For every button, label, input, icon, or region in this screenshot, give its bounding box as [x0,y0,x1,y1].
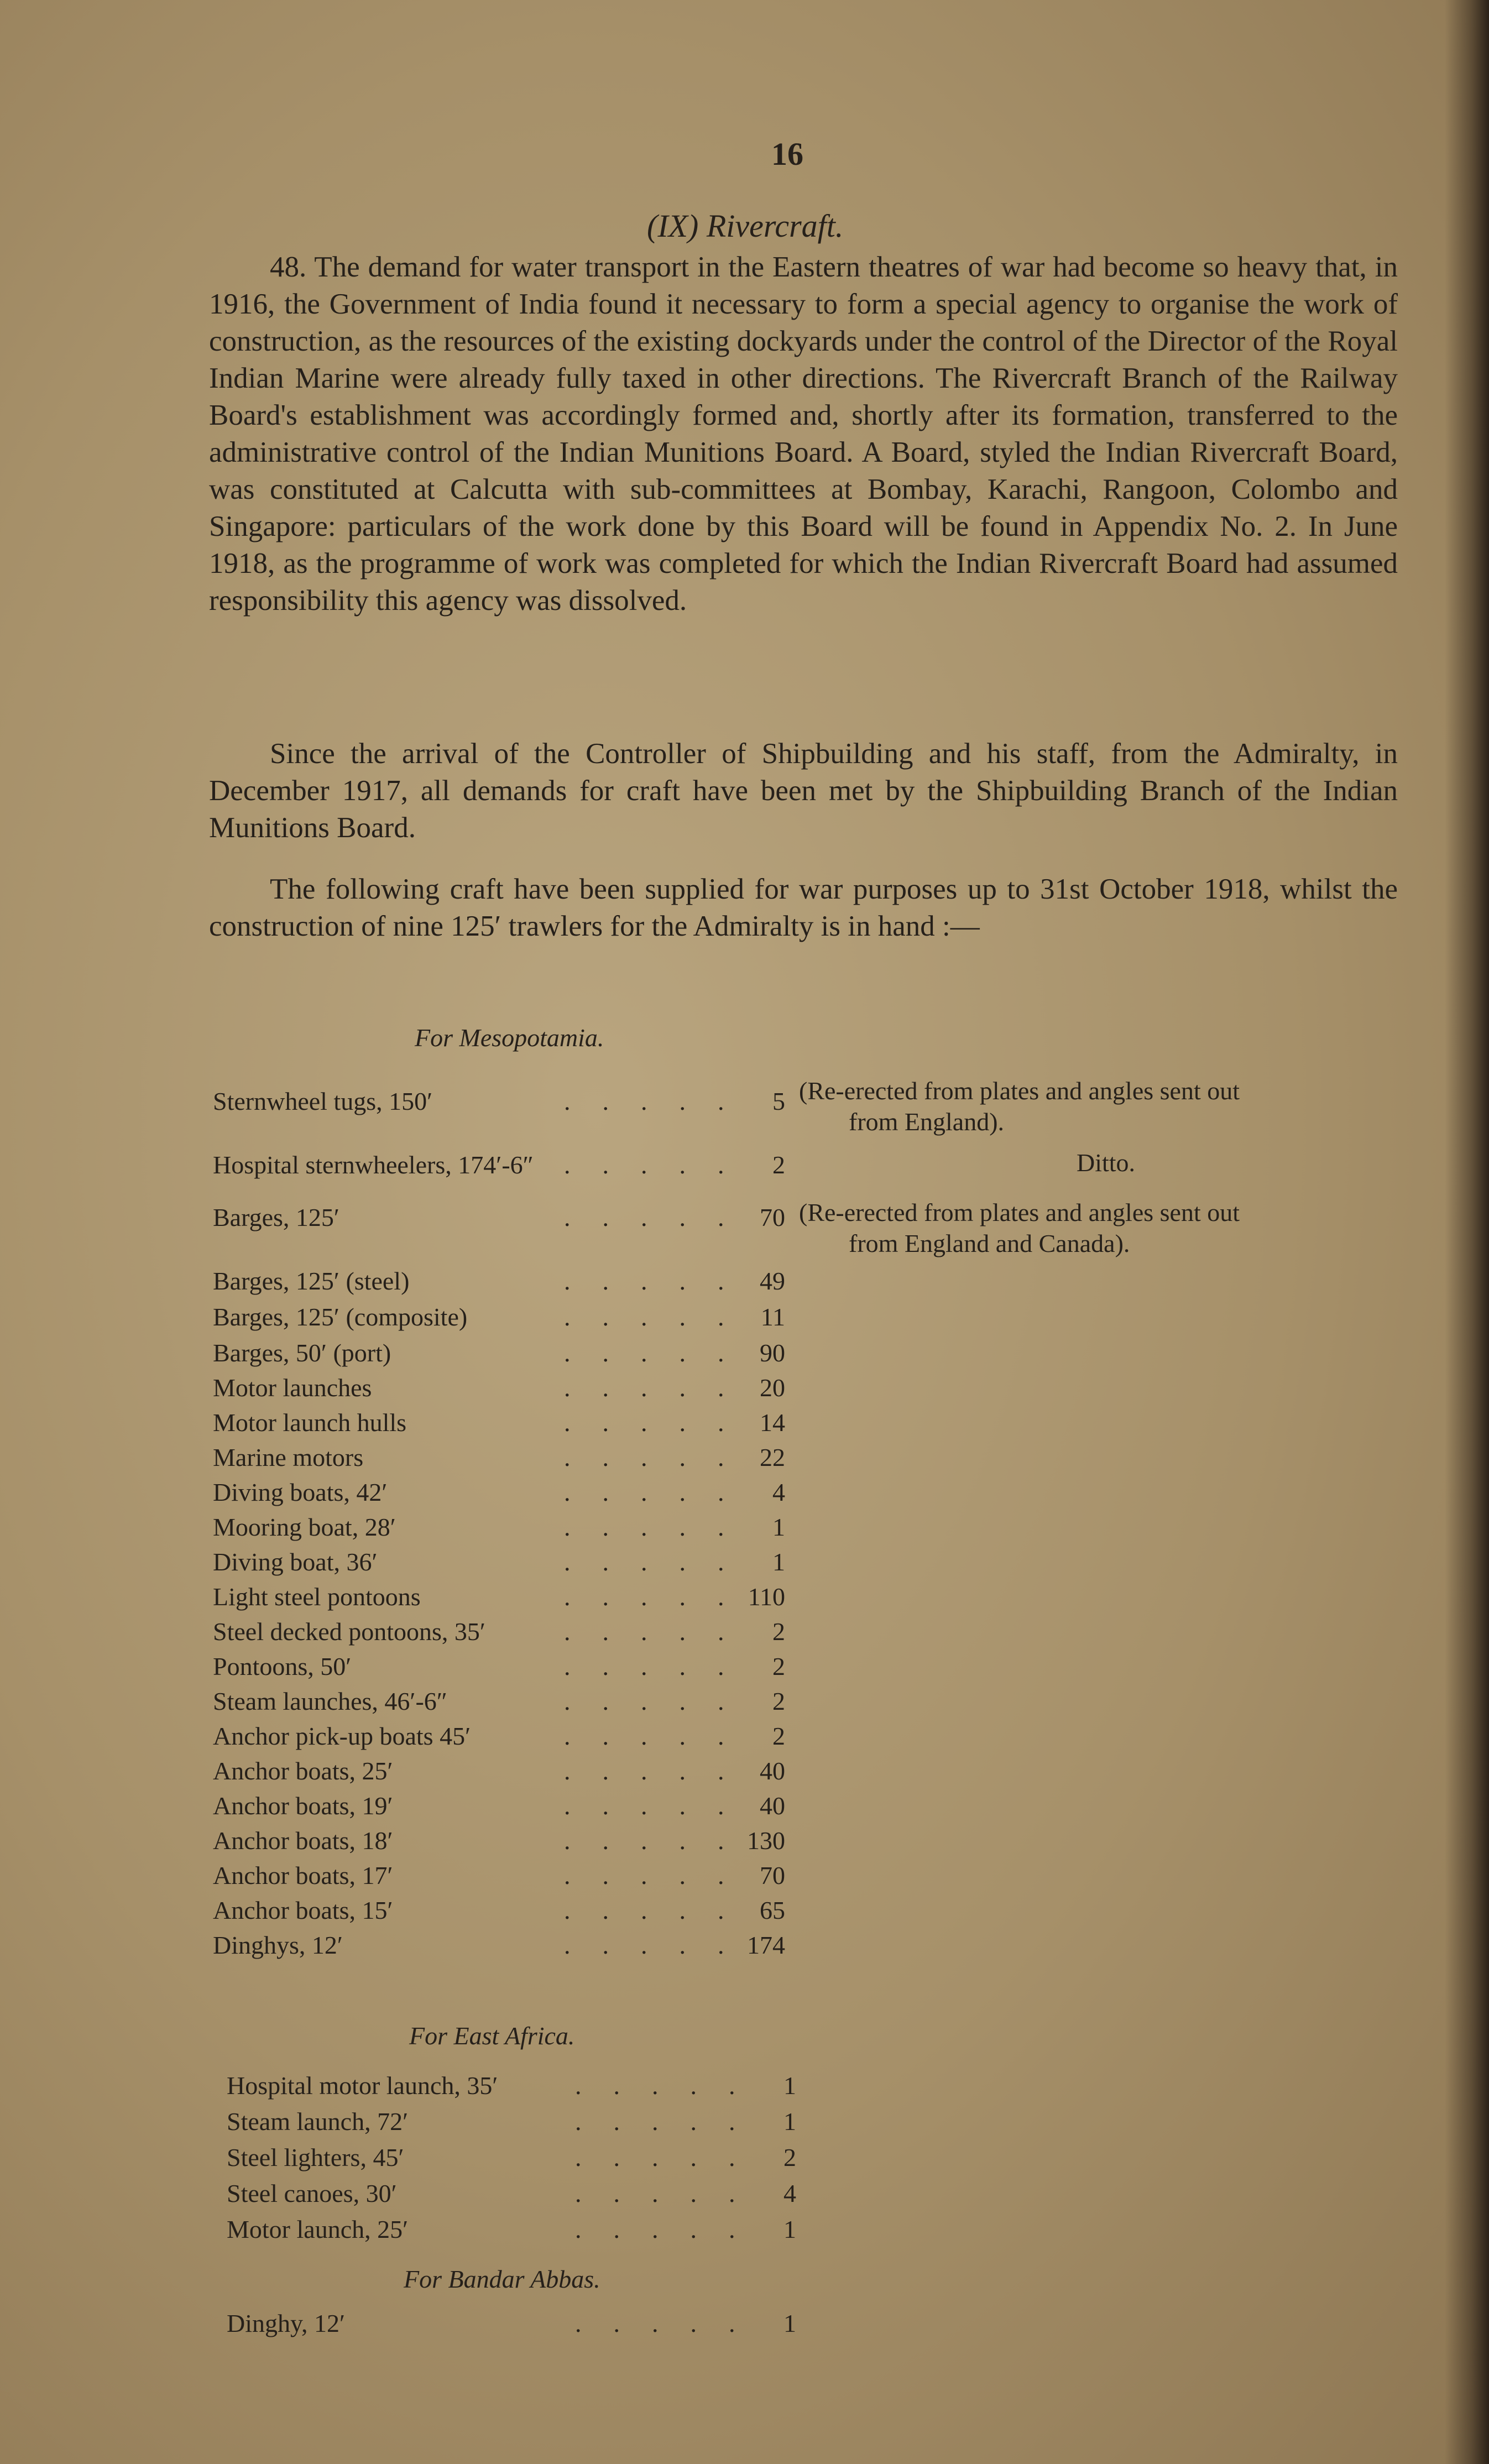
leader-dots: ..... [564,1896,756,1924]
leader-dots: ..... [564,1339,756,1367]
craft-quantity: 2 [772,1687,785,1715]
craft-name: Steam launch, 72′ [227,2107,409,2136]
craft-row [213,1928,796,1963]
craft-name: Anchor boats, 19′ [213,1792,393,1820]
craft-quantity: 2 [783,2143,796,2171]
group-heading-bandar-abbas: For Bandar Abbas. [404,2265,600,2293]
craft-name: Anchor pick-up boats 45′ [213,1722,471,1750]
craft-row [213,1084,796,1119]
leader-dots: ..... [564,1652,756,1680]
leader-dots: ..... [564,1931,756,1959]
craft-quantity: 11 [760,1303,785,1331]
craft-quantity: 2 [772,1652,785,1680]
craft-quantity: 20 [760,1374,785,1402]
leader-dots: ..... [575,2309,767,2337]
craft-row [213,1753,796,1789]
craft-row [213,1475,796,1510]
remark-sternwheel-tugs: (Re-erected from plates and angles sent out from England). [799,1077,1240,1136]
craft-quantity: 14 [760,1408,785,1437]
leader-dots: ..... [564,1303,756,1331]
craft-quantity: 40 [760,1792,785,1820]
craft-row [213,1544,796,1580]
group-heading-east-africa: For East Africa. [409,2022,575,2050]
group-heading-mesopotamia: For Mesopotamia. [415,1024,604,1052]
craft-name: Steel canoes, 30′ [227,2179,397,2207]
craft-name: Barges, 125′ [213,1203,339,1231]
craft-name: Hospital motor launch, 35′ [227,2071,498,2100]
craft-row [213,1614,796,1649]
craft-quantity: 1 [772,1513,785,1541]
leader-dots: ..... [575,2143,767,2171]
leader-dots: ..... [564,1617,756,1646]
craft-quantity: 5 [772,1087,785,1115]
craft-quantity: 70 [760,1861,785,1889]
craft-row [213,1788,796,1824]
craft-row [213,1510,796,1545]
section-heading: (IX) Rivercraft. [647,208,844,244]
craft-name: Steel lighters, 45′ [227,2143,404,2171]
craft-row [227,2068,807,2103]
leader-dots: ..... [575,2107,767,2136]
craft-quantity: 90 [760,1339,785,1367]
paragraph-48: 48. The demand for water transport in the Eastern theatres of war had become so heavy that, in 1916, the Government of India found it necessary to form a special agency to organise the work of construction, as the resources of the existing dockyards under the control of the Director of the Royal Indian Marine were already fully taxed in other directions. The Rivercraft Branch of the Railway Board's establishment was accordingly formed and, shortly after its formation, transferred to the administrative control of the Indian Munitions Board. A Board, styled the Indian Rivercraft Board, was constituted at Calcutta with sub-committees at Bombay, Karachi, Rangoon, Colombo and Singapore: particulars of the work done by this Board will be found in Appendix No. 2. In June 1918, as the programme of work was completed for which the Indian Rivercraft Board had assumed responsibility this agency was dissolved. [209,251,1398,617]
craft-name: Diving boats, 42′ [213,1478,388,1506]
leader-dots: ..... [564,1203,756,1231]
craft-name: Motor launch, 25′ [227,2215,409,2243]
craft-name: Sternwheel tugs, 150′ [213,1087,433,1115]
craft-row [227,2306,807,2341]
craft-row [227,2176,807,2211]
craft-quantity: 1 [783,2071,796,2100]
leader-dots: ..... [564,1757,756,1785]
remark-barges: (Re-erected from plates and angles sent out from England and Canada). [799,1198,1240,1257]
craft-name: Anchor boats, 17′ [213,1861,393,1889]
craft-row [213,1264,796,1299]
craft-quantity: 130 [747,1826,785,1855]
leader-dots: ..... [564,1443,756,1471]
craft-name: Hospital sternwheelers, 174′-6″ [213,1151,534,1179]
craft-name: Pontoons, 50′ [213,1652,352,1680]
craft-name: Marine motors [213,1443,364,1471]
remark-hospital-sternwheelers: Ditto. [1076,1149,1136,1177]
craft-row [213,1649,796,1684]
paragraph-craft-supplied: The following craft have been supplied for war purposes up to 31st October 1918, whilst the construction of nine 125′ trawlers for the Admiralty is in hand :— [209,873,1398,942]
leader-dots: ..... [564,1151,756,1179]
paragraph-controller: Since the arrival of the Controller of Shipbuilding and his staff, from the Admiralty, in December 1917, all demands for craft have been met by the Shipbuilding Branch of the Indian Munitions Board. [209,738,1398,844]
leader-dots: ..... [564,1087,756,1115]
craft-quantity: 1 [783,2107,796,2136]
craft-quantity: 2 [772,1722,785,1750]
craft-row [227,2212,807,2247]
craft-quantity: 4 [783,2179,796,2207]
craft-quantity: 4 [772,1478,785,1506]
craft-name: Barges, 50′ (port) [213,1339,391,1367]
craft-name: Anchor boats, 18′ [213,1826,393,1855]
craft-name: Barges, 125′ (composite) [213,1303,468,1331]
craft-name: Motor launch hulls [213,1408,407,1437]
craft-name: Steam launches, 46′-6″ [213,1687,447,1715]
craft-quantity: 2 [772,1151,785,1179]
leader-dots: ..... [564,1687,756,1715]
craft-quantity: 1 [772,1548,785,1576]
leader-dots: ..... [564,1513,756,1541]
craft-name: Anchor boats, 15′ [213,1896,393,1924]
leader-dots: ..... [564,1478,756,1506]
leader-dots: ..... [564,1792,756,1820]
leader-dots: ..... [575,2071,767,2100]
leader-dots: ..... [564,1374,756,1402]
craft-row [213,1579,796,1615]
craft-name: Anchor boats, 25′ [213,1757,393,1785]
leader-dots: ..... [564,1861,756,1889]
craft-row [213,1370,796,1406]
craft-row [213,1200,796,1235]
craft-row [213,1858,796,1893]
craft-row [213,1299,796,1335]
leader-dots: ..... [575,2215,767,2243]
craft-quantity: 1 [783,2309,796,2337]
craft-name: Dinghy, 12′ [227,2309,346,2337]
leader-dots: ..... [564,1722,756,1750]
craft-row [213,1684,796,1719]
leader-dots: ..... [564,1548,756,1576]
craft-row [213,1147,796,1183]
craft-quantity: 70 [760,1203,785,1231]
craft-name: Steel decked pontoons, 35′ [213,1617,485,1646]
craft-row [227,2104,807,2139]
craft-name: Diving boat, 36′ [213,1548,378,1576]
craft-row [227,2140,807,2175]
craft-quantity: 2 [772,1617,785,1646]
craft-name: Mooring boat, 28′ [213,1513,396,1541]
craft-quantity: 1 [783,2215,796,2243]
craft-row [213,1823,796,1859]
leader-dots: ..... [564,1408,756,1437]
craft-row [213,1719,796,1754]
craft-quantity: 174 [747,1931,785,1959]
craft-row [213,1440,796,1475]
leader-dots: ..... [564,1826,756,1855]
craft-row [213,1335,796,1371]
craft-row [213,1405,796,1440]
craft-quantity: 22 [760,1443,785,1471]
craft-name: Motor launches [213,1374,372,1402]
leader-dots: ..... [564,1267,756,1295]
craft-quantity: 110 [748,1583,785,1611]
leader-dots: ..... [575,2179,767,2207]
page-number: 16 [771,136,803,172]
craft-quantity: 65 [760,1896,785,1924]
leader-dots: ..... [564,1583,756,1611]
craft-name: Light steel pontoons [213,1583,421,1611]
craft-row [213,1893,796,1928]
craft-quantity: 49 [760,1267,785,1295]
craft-name: Dinghys, 12′ [213,1931,343,1959]
craft-quantity: 40 [760,1757,785,1785]
craft-name: Barges, 125′ (steel) [213,1267,410,1295]
